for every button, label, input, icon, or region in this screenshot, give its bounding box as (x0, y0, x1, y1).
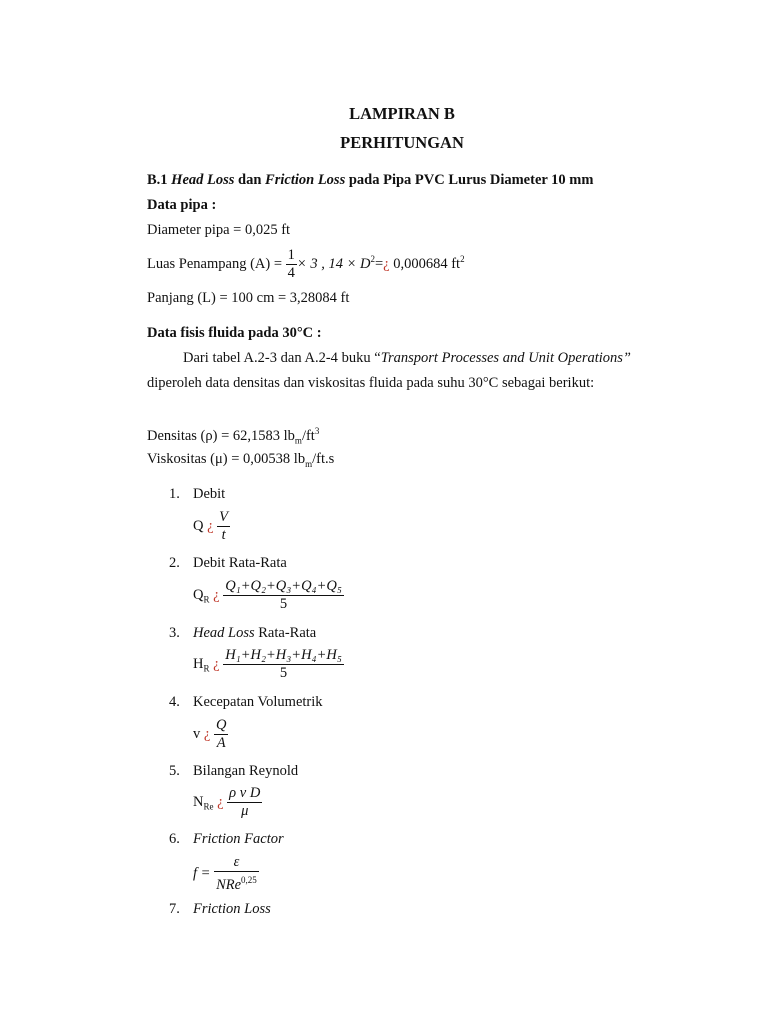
formula-numerator: Q₁+Q₂+Q₃+Q₄+Q₅ (225, 578, 342, 594)
list-item-label: Friction Loss (193, 901, 271, 917)
pipe-length: Panjang (L) = 100 cm = 3,28084 ft (147, 290, 350, 306)
list-item-number: 5. (169, 763, 180, 779)
fluid-paragraph (147, 346, 631, 396)
area-fraction (286, 248, 297, 281)
formula-denominator: 5 (279, 596, 288, 612)
density-sub: m (294, 435, 302, 446)
formula-denominator: μ (241, 803, 249, 819)
density-unit: /ft (301, 427, 315, 444)
list-item-label: Debit Rata-Rata (193, 555, 287, 571)
formula-lhs-sub: R (203, 663, 210, 674)
list-item-label: Kecepatan Volumetrik (193, 694, 323, 710)
formula-lhs: Q (193, 517, 204, 534)
area-frac-den: 4 (287, 265, 295, 281)
label-italic: Head Loss (193, 625, 255, 641)
pipe-diameter: Diameter pipa = 0,025 ft (147, 222, 291, 238)
section-friction-loss: Friction Loss (265, 172, 346, 188)
formula-lhs: N (193, 793, 204, 810)
section-rest: pada Pipa PVC Lurus Diameter 10 mm (345, 172, 594, 188)
formula-fraction (223, 579, 344, 612)
para-book-title: Transport Processes and Unit Operations” (380, 350, 631, 366)
formula-headloss-average (193, 648, 344, 681)
list-item-number: 4. (169, 694, 180, 710)
label-rest: Rata-Rata (254, 625, 317, 641)
formula-qmark: ¿ (213, 655, 220, 672)
list-item-number: 6. (169, 831, 180, 847)
formula-lhs: f = (193, 865, 211, 882)
formula-qmark: ¿ (207, 517, 214, 534)
formula-debit-average (193, 579, 344, 612)
formula-lhs: H (193, 655, 204, 672)
area-value-exponent: 2 (460, 254, 465, 264)
appendix-title: LAMPIRAN B (349, 104, 455, 123)
formula-numerator: Q (215, 717, 227, 733)
viscosity-sub: m (305, 458, 313, 469)
formula-numerator: ρ v D (229, 785, 261, 801)
section-dan: dan (234, 172, 266, 188)
formula-fraction (223, 648, 344, 681)
area-label: Luas Penampang (A) = (147, 255, 283, 272)
formula-lhs-sub: R (203, 594, 210, 605)
list-item-label: Bilangan Reynold (193, 763, 299, 779)
section-head-loss: Head Loss (171, 172, 235, 188)
fluid-heading: Data fisis fluida pada 30°C : (147, 325, 322, 341)
pipe-data-heading: Data pipa : (147, 197, 217, 213)
area-exponent: 2 (370, 254, 375, 264)
list-item-label: Friction Factor (193, 831, 284, 847)
formula-denominator (214, 872, 259, 893)
density-text: Densitas (ρ) = 62,1583 lb (147, 427, 295, 444)
list-item-label (193, 625, 316, 642)
formula-fraction (217, 510, 230, 543)
calculation-title: PERHITUNGAN (340, 133, 464, 152)
formula-lhs: Q (193, 586, 204, 603)
formula-numerator: ε (214, 855, 259, 872)
para-part1: Dari tabel A.2-3 dan A.2-4 buku “ (183, 350, 381, 366)
list-item-number: 1. (169, 486, 180, 502)
pipe-area-line (147, 248, 465, 281)
section-heading (147, 172, 593, 189)
formula-denominator-exponent: 0,25 (241, 875, 257, 885)
formula-denominator: t (221, 527, 226, 543)
area-qmark: ¿ (383, 255, 390, 272)
formula-qmark: ¿ (203, 725, 211, 742)
formula-numerator: V (219, 509, 229, 525)
formula-fraction (214, 718, 228, 751)
formula-lhs-sub: Re (203, 801, 214, 812)
formula-qmark: ¿ (213, 586, 220, 603)
formula-denominator-text: NRe (216, 876, 242, 893)
formula-qmark: ¿ (217, 793, 224, 810)
formula-debit (193, 510, 230, 543)
formula-numerator: H₁+H₂+H₃+H₄+H₅ (225, 647, 342, 663)
viscosity-line (147, 451, 334, 469)
area-value: 0,000684 ft (393, 255, 461, 272)
list-item-number: 3. (169, 625, 180, 641)
formula-denominator: 5 (279, 665, 288, 681)
area-frac-num: 1 (287, 247, 295, 263)
para-part2: diperoleh data densitas dan viskositas fluida pada suhu 30°C sebagai berikut: (147, 375, 595, 391)
formula-velocity (193, 718, 228, 751)
formula-lhs: v (193, 725, 201, 742)
formula-fraction (214, 855, 259, 893)
density-exponent: 3 (314, 426, 320, 436)
formula-reynolds (193, 786, 262, 819)
formula-fraction (227, 786, 262, 819)
list-item-number: 2. (169, 555, 180, 571)
formula-friction-factor (193, 855, 259, 893)
area-expression: × 3 , 14 × D (296, 255, 371, 272)
area-equals: = (374, 255, 384, 272)
viscosity-text: Viskositas (μ) = 0,00538 lb (147, 451, 306, 467)
list-item-label: Debit (193, 486, 226, 502)
density-line (147, 426, 319, 446)
viscosity-unit: /ft.s (312, 451, 335, 467)
list-item-number: 7. (169, 901, 180, 917)
formula-denominator: A (216, 735, 226, 751)
section-prefix: B.1 (147, 172, 172, 188)
